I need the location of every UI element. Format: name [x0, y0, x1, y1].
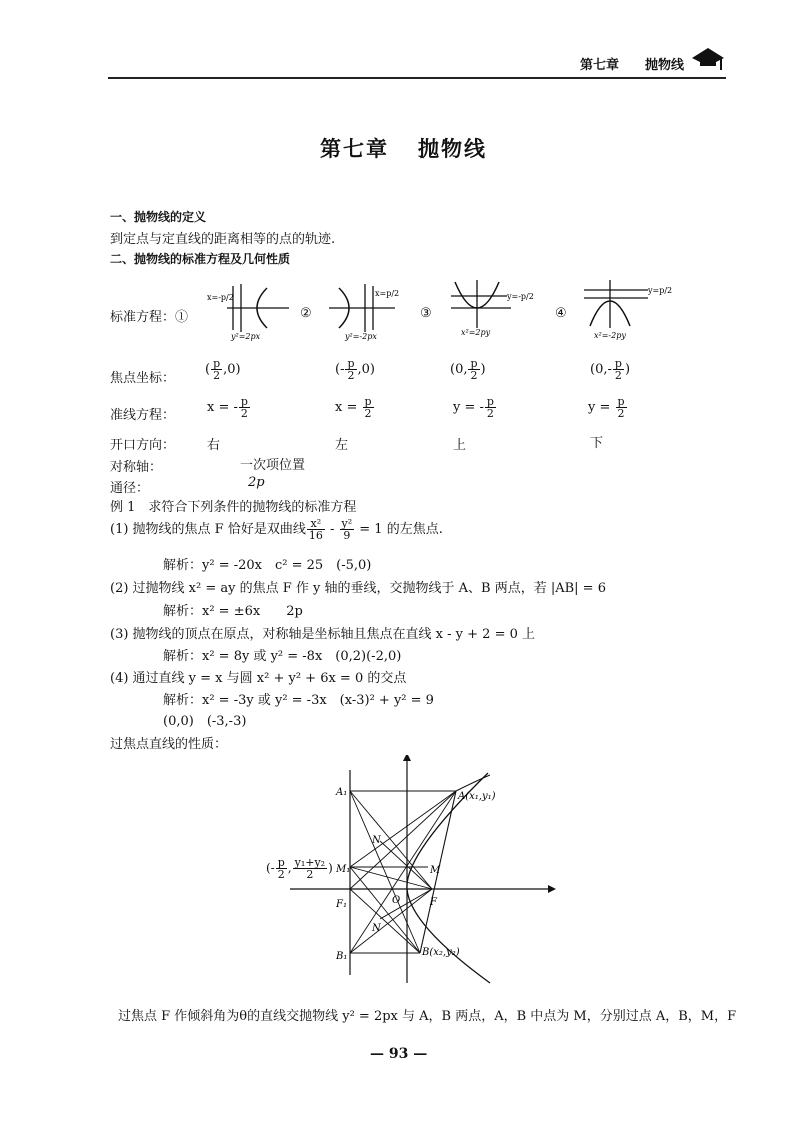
example-a3: 解析：x² = 8y 或 y² = -8x (0,2)(-2,0) [163, 649, 402, 664]
header-chapter: 第七章 [580, 58, 620, 73]
marker-2: ② [300, 306, 312, 321]
label-B1: B₁ [336, 951, 348, 962]
graph-1-line-label: x=-p/2 [207, 293, 234, 302]
example-a2: 解析：x² = ±6x 2p [163, 604, 303, 619]
header-rule [108, 77, 726, 79]
label-F1: F₁ [336, 899, 347, 910]
graph-3-eq: x²=2py [461, 328, 491, 337]
axis-label: 对称轴： [110, 460, 163, 475]
example-a4a: 解析：x² = -3y 或 y² = -3x (x-3)² + y² = 9 [163, 693, 434, 708]
axis-value: 一次项位置 [240, 458, 306, 473]
section-1-text: 到定点与定直线的距离相等的点的轨迹. [110, 232, 336, 247]
focus-label: 焦点坐标： [110, 371, 176, 386]
label-M: M [430, 865, 441, 876]
label-B: B(x₂,y₂) [422, 947, 460, 958]
page-number: — 93 — [370, 1046, 428, 1062]
graph-1-eq: y²=2px [231, 332, 261, 341]
opening-4: 下 [590, 436, 604, 451]
graph-4 [580, 276, 690, 342]
label-N-lower: N [372, 923, 381, 934]
example-title: 例 1 求符合下列条件的抛物线的标准方程 [110, 500, 357, 515]
opening-1: 右 [207, 438, 221, 453]
label-N: N [372, 835, 381, 846]
example-q1: (1) 抛物线的焦点 F 恰好是双曲线 $\frac{\text{x²}}{16}$ - $\frac{\text{y²}}{9}$ = 1 的左焦点. [110, 517, 443, 542]
marker-3: ③ [420, 306, 432, 321]
label-F: F [430, 897, 437, 908]
latus-label: 通径： [110, 481, 150, 496]
graph-3-line-label: y=-p/2 [507, 292, 534, 301]
page-title-chapter: 第七章 [320, 137, 389, 161]
label-M1: M₁ [336, 864, 351, 875]
section-1-heading: 一、抛物线的定义 [110, 210, 207, 224]
example-q4: (4) 通过直线 y = x 与圆 x² + y² + 6x = 0 的交点 [110, 671, 407, 686]
directrix-3: y = - $\frac{p}{2}$ [453, 395, 494, 420]
graph-4-eq: x²=-2py [594, 331, 626, 340]
m1-coordinate-label: (- $\frac{p}{2}$ , $\frac{\text{y₁+y₂}}{2}$ ) [266, 856, 333, 881]
opening-2: 左 [335, 438, 349, 453]
directrix-2: x = $\frac{p}{2}$ [335, 395, 372, 420]
graph-2-eq: y²=-2px [345, 332, 377, 341]
opening-3: 上 [453, 438, 467, 453]
directrix-4: y = $\frac{p}{2}$ [588, 395, 625, 420]
label-A: A(x₁,y₁) [458, 791, 496, 802]
marker-4: ④ [555, 306, 567, 321]
bottom-paragraph: 过焦点 F 作倾斜角为θ的直线交抛物线 y² = 2px 与 A，B 两点，A，B 中点为 M，分别过点 A，B，M，F [118, 1009, 737, 1024]
y-axis-arrow [403, 755, 411, 761]
example-a4b: (0,0) (-3,-3) [163, 714, 247, 729]
x-axis-arrow [548, 885, 556, 893]
graph-2-line-label: x=p/2 [375, 289, 400, 298]
graph-3 [445, 278, 555, 340]
opening-label: 开口方向： [110, 438, 176, 453]
section-2-heading: 二、抛物线的标准方程及几何性质 [110, 252, 291, 266]
std-eq-label: 标准方程：① [110, 310, 189, 325]
label-A1: A₁ [336, 787, 348, 798]
header-topic: 抛物线 [645, 58, 685, 73]
graduation-cap-icon [690, 44, 726, 74]
focus-1: ( $\frac{p}{2}$ ,0) [205, 357, 241, 382]
focus-2: (- $\frac{p}{2}$ ,0) [335, 357, 376, 382]
example-q3: (3) 抛物线的顶点在原点，对称轴是坐标轴且焦点在直线 x - y + 2 = 0 上 [110, 627, 536, 642]
focus-3: (0, $\frac{p}{2}$ ) [450, 357, 486, 382]
graph-2 [325, 280, 415, 342]
graph-4-line-label: y=p/2 [648, 286, 673, 295]
example-a1: 解析：y² = -20x c² = 25 (-5,0) [163, 558, 372, 573]
directrix-label: 准线方程： [110, 408, 176, 423]
focus-4: (0,- $\frac{p}{2}$ ) [590, 357, 631, 382]
example-q2: (2) 过抛物线 x² = ay 的焦点 F 作 y 轴的垂线，交抛物线于 A、B 两点，若 |AB| = 6 [110, 581, 606, 596]
graph-1 [205, 280, 295, 342]
latus-value: 2p [248, 475, 265, 490]
page-title-topic: 抛物线 [418, 137, 487, 161]
label-O: O [392, 895, 401, 906]
directrix-1: x = - $\frac{p}{2}$ [207, 395, 248, 420]
focal-chord-heading: 过焦点直线的性质： [110, 737, 228, 752]
